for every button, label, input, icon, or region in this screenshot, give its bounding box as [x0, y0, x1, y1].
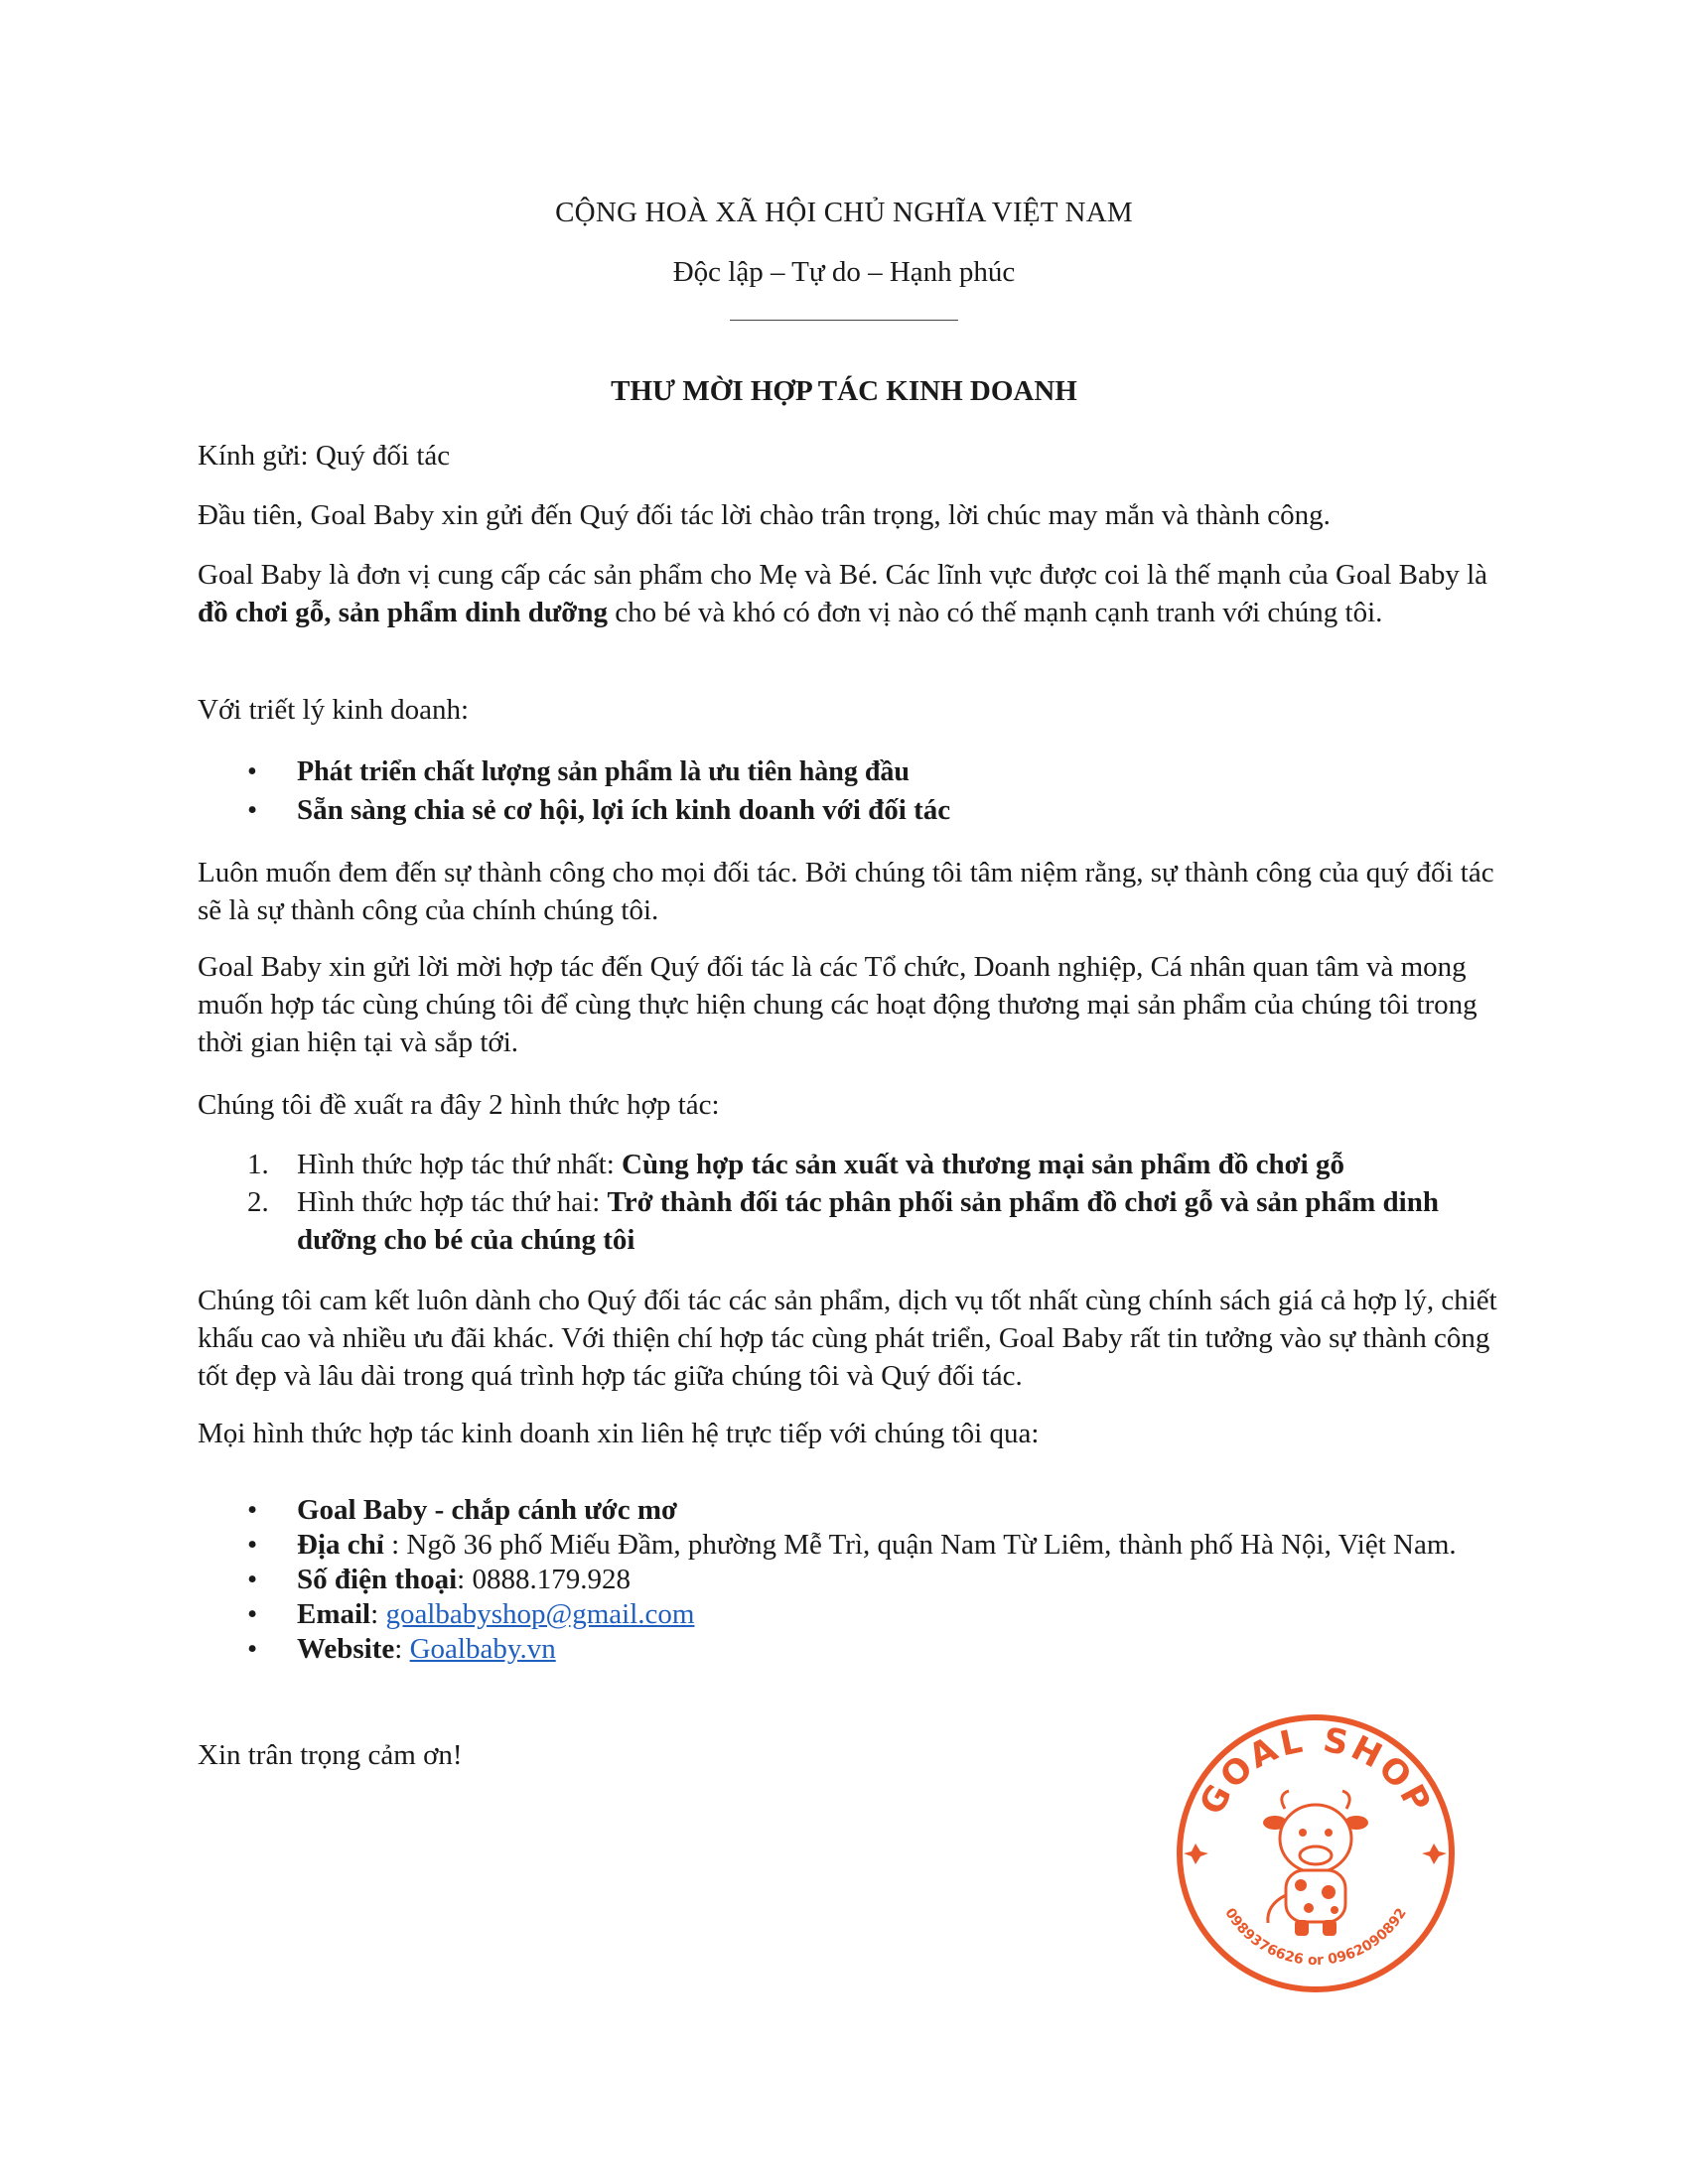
salutation: Kính gửi: Quý đối tác — [198, 440, 451, 472]
list-item — [198, 1493, 1498, 1528]
intro-text-2: cho bé và khó có đơn vị nào có thế mạnh cạnh tranh với chúng tôi. — [607, 597, 1383, 628]
phone-value: : 0888.179.928 — [457, 1564, 631, 1595]
cooperation-forms-list — [198, 1146, 1498, 1259]
cow-mascot-icon — [1263, 1791, 1368, 1936]
philosophy-item: Sẵn sàng chia sẻ cơ hội, lợi ích kinh doanh với đối tác — [297, 794, 951, 826]
address-label: Địa chỉ — [297, 1529, 384, 1561]
forms-lead: Chúng tôi đề xuất ra đây 2 hình thức hợp tác: — [198, 1089, 720, 1121]
star-icon — [1184, 1843, 1208, 1864]
list-item — [198, 791, 1498, 829]
philosophy-list — [198, 753, 1498, 829]
bullet-icon: • — [247, 1598, 258, 1630]
list-item — [198, 753, 1498, 791]
success-paragraph: Luôn muốn đem đến sự thành công cho mọi đối tác. Bởi chúng tôi tâm niệm rằng, sự thành công của quý đối tác sẽ là sự thành công của chính chúng tôi. — [198, 857, 1494, 926]
form-lead: Hình thức hợp tác thứ hai: — [297, 1186, 608, 1218]
philosophy-item: Phát triển chất lượng sản phẩm là ưu tiên hàng đầu — [297, 756, 910, 787]
brand-name: Goal Baby - chắp cánh ước mơ — [297, 1494, 678, 1526]
list-item — [198, 1146, 1498, 1183]
address-value: : Ngõ 36 phố Miếu Đầm, phường Mễ Trì, quận Nam Từ Liêm, thành phố Hà Nội, Việt Nam. — [383, 1529, 1457, 1561]
list-item: • Email: goalbabyshop@gmail.com — [247, 1598, 695, 1630]
list-number: 1. — [247, 1149, 269, 1180]
contact-lead: Mọi hình thức hợp tác kinh doanh xin liên hệ trực tiếp với chúng tôi qua: — [198, 1418, 1040, 1449]
list-item: • Website: Goalbaby.vn — [247, 1633, 556, 1665]
philosophy-lead: Với triết lý kinh doanh: — [198, 694, 470, 726]
email-link[interactable]: goalbabyshop@gmail.com — [385, 1598, 695, 1630]
closing-line: Xin trân trọng cảm ơn! — [198, 1739, 463, 1771]
invitation-paragraph: Goal Baby xin gửi lời mời hợp tác đến Quý đối tác là các Tổ chức, Doanh nghiệp, Cá nhân quan tâm và mong muốn hợp tác cùng chúng tôi để cùng thực hiện chung các hoạt động thương mại sản phẩm của chúng tôi trong thời gian hiện tại và sắp tới. — [198, 951, 1477, 1058]
list-item — [198, 1183, 1498, 1259]
greeting-paragraph: Đầu tiên, Goal Baby xin gửi đến Quý đối tác lời chào trân trọng, lời chúc may mắn và thành công. — [198, 499, 1331, 531]
email-label: Email — [297, 1598, 371, 1630]
intro-paragraph — [198, 556, 1498, 631]
motto: Độc lập – Tự do – Hạnh phúc — [672, 256, 1016, 288]
bullet-icon: • — [247, 1494, 258, 1526]
bullet-icon: • — [247, 794, 258, 826]
bullet-icon: • — [247, 1529, 258, 1561]
website-link[interactable]: Goalbaby.vn — [409, 1633, 556, 1665]
intro-text-1: Goal Baby là đơn vị cung cấp các sản phẩm cho Mẹ và Bé. Các lĩnh vực được coi là thế mạnh của Goal Baby là — [198, 559, 1488, 591]
contact-list — [198, 1493, 1498, 1667]
commitment-paragraph: Chúng tôi cam kết luôn dành cho Quý đối tác các sản phẩm, dịch vụ tốt nhất cùng chính sách giá cả hợp lý, chiết khấu cao và nhiều ưu đãi khác. Với thiện chí hợp tác cùng phát triển, Goal Baby rất tin tưởng vào sự thành công tốt đẹp và lâu dài trong quá trình hợp tác giữa chúng tôi và Quý đối tác. — [198, 1285, 1497, 1392]
website-label: Website — [297, 1633, 395, 1665]
letter-title: THƯ MỜI HỢP TÁC KINH DOANH — [611, 375, 1077, 407]
form-description: Cùng hợp tác sản xuất và thương mại sản phẩm đồ chơi gỗ — [622, 1149, 1344, 1180]
form-lead: Hình thức hợp tác thứ nhất: — [297, 1149, 623, 1180]
list-item — [198, 1528, 1498, 1563]
company-stamp — [1174, 1711, 1458, 1995]
stamp-top-text: GOAL SHOP — [1192, 1719, 1440, 1822]
list-item — [198, 1563, 1498, 1597]
nation-header: CỘNG HOÀ XÃ HỘI CHỦ NGHĨA VIỆT NAM — [555, 197, 1133, 228]
list-number: 2. — [247, 1186, 269, 1218]
bullet-icon: • — [247, 756, 257, 787]
header-divider — [730, 320, 958, 321]
bullet-icon: • — [247, 1564, 258, 1595]
bullet-icon: • — [247, 1633, 258, 1665]
form-description: Trở thành đối tác phân phối sản phẩm đồ chơi gỗ và sản phẩm dinh dưỡng cho bé của chúng tôi — [297, 1186, 1439, 1256]
phone-label: Số điện thoại — [297, 1564, 458, 1595]
stamp-bottom-text: 0989376626 or 0962090892 — [1221, 1905, 1410, 1970]
star-icon — [1422, 1843, 1447, 1864]
intro-highlight: đồ chơi gỗ, sản phẩm dinh dưỡng — [198, 597, 608, 628]
